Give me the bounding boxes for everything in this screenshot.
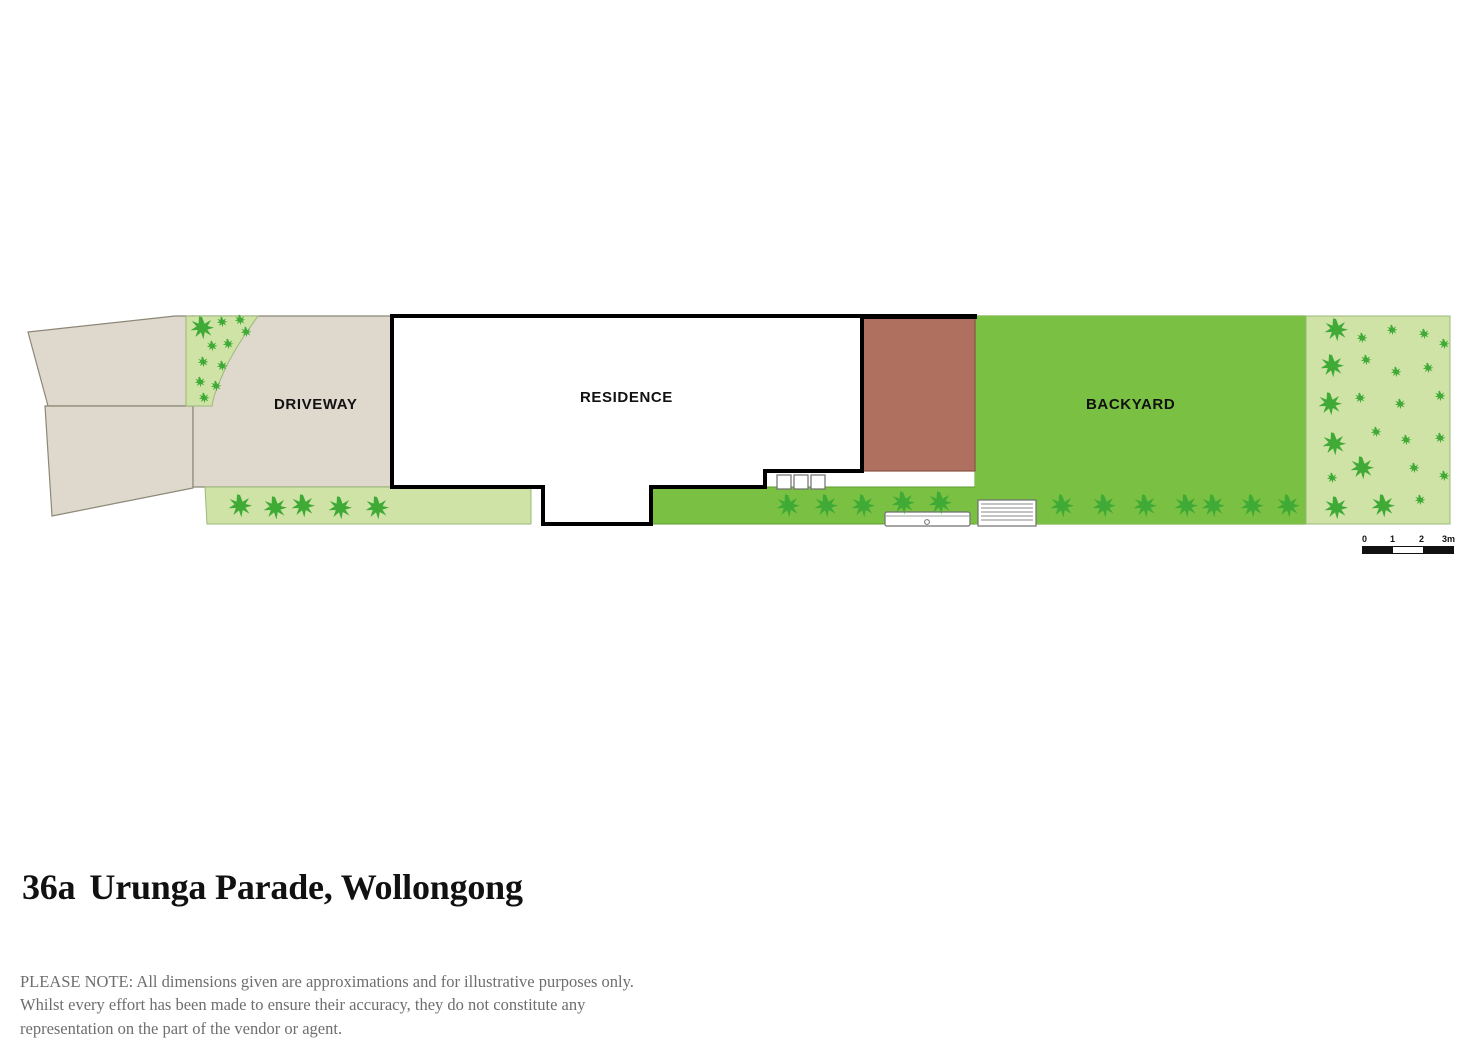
- title-block: [22, 866, 523, 908]
- disclaimer-line-3: representation on the part of the vendor or agent.: [20, 1018, 343, 1038]
- rear-steps: [777, 475, 825, 489]
- rear-deck: [862, 317, 975, 471]
- scale-tick-0: 0: [1362, 534, 1368, 544]
- property-title: [22, 866, 523, 908]
- scale-bar-graphic: [1362, 546, 1454, 554]
- scale-bar: [1362, 534, 1454, 554]
- scale-tick-labels: [1362, 534, 1454, 546]
- disclaimer-line-1: PLEASE NOTE: All dimensions given are approximations and for illustrative purposes only.: [20, 972, 634, 991]
- zone-label-driveway: DRIVEWAY: [274, 396, 358, 413]
- disclaimer-text: [20, 970, 780, 1040]
- disclaimer-line-2: Whilst every effort has been made to ensure their accuracy, they do not constitute any: [20, 995, 586, 1015]
- scale-segment-2: [1393, 547, 1423, 553]
- front-garden-bed: [205, 487, 531, 524]
- adjacent-parcel-lower: [45, 406, 193, 516]
- zone-label-backyard: BACKYARD: [1086, 396, 1176, 413]
- scale-segment-1: [1363, 547, 1393, 553]
- scale-segment-3: [1423, 547, 1453, 553]
- garden-shed: [978, 500, 1036, 526]
- scale-tick-1: 1: [1390, 534, 1396, 544]
- adjacent-parcel-upper: [28, 316, 193, 406]
- rear-garden-bed: [1306, 316, 1450, 524]
- scale-tick-3: 3m: [1442, 534, 1456, 544]
- property-number: 36a: [22, 867, 76, 907]
- zone-label-residence: RESIDENCE: [580, 389, 673, 406]
- property-street: Urunga Parade, Wollongong: [89, 867, 523, 907]
- scale-tick-2: 2: [1419, 534, 1425, 544]
- garden-bench: [885, 512, 970, 526]
